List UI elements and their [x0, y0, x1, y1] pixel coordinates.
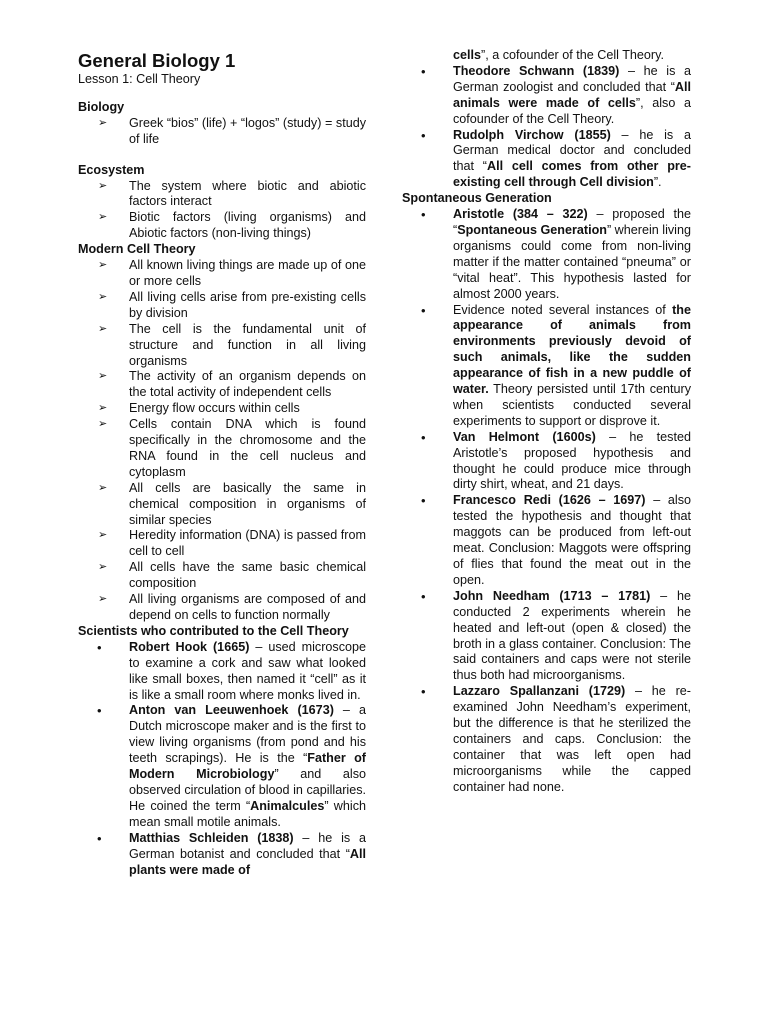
list-item: ➢ The cell is the fundamental unit of structure and function in all living organisms [98, 321, 366, 368]
scientists-list-continued [402, 64, 691, 191]
arrow-bullet-icon: ➢ [98, 402, 108, 415]
modern-cell-theory-list [78, 258, 366, 624]
arrow-bullet-icon: ➢ [98, 370, 108, 383]
lesson-subtitle: Lesson 1: Cell Theory [78, 72, 201, 86]
bullet-icon: • [421, 302, 426, 318]
arrow-bullet-icon: ➢ [98, 211, 108, 224]
list-item: ➢ All living organisms are composed of and depend on cells to function normally [98, 592, 366, 622]
list-item: ➢ All living cells arise from pre-existing cells by division [98, 289, 366, 320]
arrow-bullet-icon: ➢ [98, 481, 108, 494]
bullet-icon: • [97, 830, 102, 846]
bullet-icon: • [421, 207, 426, 223]
list-item: ➢ Cells contain DNA which is found specifically in the chromosome and the RNA found in the cell nucleus and cytoplasm [98, 417, 366, 479]
arrow-bullet-icon: ➢ [98, 290, 108, 303]
doc-title: General Biology 1 [78, 50, 236, 71]
list-item: • Theodore Schwann (1839) – he is a German zoologist and concluded that “All animals were made of cells”, also a cofounder of the Cell Theory. [421, 63, 692, 126]
bullet-icon: • [421, 429, 426, 445]
arrow-bullet-icon: ➢ [98, 259, 108, 272]
list-item: • Aristotle (384 – 322) – proposed the “Spontaneous Generation” wherein living organisms could come from non-living matter if the matter contained “pneuma” or “vital heat”. This hypothesis lasted for almost 2000 years. [421, 207, 691, 301]
arrow-bullet-icon: ➢ [98, 418, 108, 431]
bullet-icon: • [421, 684, 426, 700]
list-item: • Rudolph Virchow (1855) – he is a German medical doctor and concluded that “All cell comes from other pre-existing cell through Cell division”. [421, 127, 692, 190]
biology-list [78, 116, 366, 148]
list-item: • Robert Hook (1665) – used microscope to examine a cork and saw what looked like small boxes, then named it “cell” as it is like a small room where monks lived in. [97, 639, 367, 702]
list-item: • John Needham (1713 – 1781) – he conducted 2 experiments wherein he heated and left-out (open & closed) the broth in a glass container. Conclusion: The said containers and caps were not sterile thus both had microorganisms. [421, 588, 691, 683]
list-item: • Lazzaro Spallanzani (1729) – he re-examined John Needham’s experiment, but the difference is that he sterilized the containers and caps. Conclusion: the container that was left open had microorganisms while the capped container had none. [421, 684, 691, 794]
arrow-bullet-icon: ➢ [98, 561, 108, 574]
list-item: • Matthias Schleiden (1838) – he is a German botanist and concluded that “All plants were made of [97, 830, 366, 877]
ecosystem-list [78, 179, 366, 243]
heading-ecosystem: Ecosystem [78, 162, 145, 177]
list-item: ➢ Energy flow occurs within cells [98, 401, 300, 416]
arrow-bullet-icon: ➢ [98, 529, 108, 542]
list-item: • Evidence noted several instances of the appearance of animals from environments previously devoid of such animals, like the sudden appearance of fish in a new puddle of water. Theory persisted until 17th century when scientists conducted several experiments to support or disprove it. [421, 302, 691, 428]
arrow-bullet-icon: ➢ [98, 593, 108, 606]
heading-spontaneous-generation: Spontaneous Generation [402, 191, 552, 206]
bullet-icon: • [97, 703, 102, 719]
list-item: ➢ All known living things are made up of one or more cells [98, 258, 366, 288]
bullet-icon: • [421, 63, 426, 79]
right-column [402, 48, 691, 796]
bullet-icon: • [421, 588, 426, 604]
schleiden-continuation: cells”, a cofounder of the Cell Theory. [453, 48, 664, 62]
list-item: ➢ The system where biotic and abiotic factors interact [98, 178, 366, 209]
arrow-bullet-icon: ➢ [98, 322, 108, 335]
left-column [78, 50, 366, 878]
list-item: ➢ Greek “bios” (life) + “logos” (study) = study of life [98, 115, 366, 146]
list-item: ➢ All cells have the same basic chemical composition [98, 560, 366, 591]
list-item: • Van Helmont (1600s) – he tested Aristotle’s proposed hypothesis and thought he could produce mice through dirty shirt, wheat, and 21 days. [421, 429, 691, 492]
list-item: ➢ The activity of an organism depends on the total activity of independent cells [98, 369, 366, 400]
bullet-icon: • [421, 127, 426, 143]
list-item: ➢ All cells are basically the same in chemical composition in organisms of similar species [98, 480, 366, 527]
list-item: • Anton van Leeuwenhoek (1673) – a Dutch microscope maker and is the first to view living organisms (from pond and his teeth scrapings). He is the “Father of Modern Microbiology” and also observed circulation of blood in capillaries. He coined the term “Animalcules” which mean small motile animals. [97, 703, 366, 829]
bullet-icon: • [97, 639, 102, 655]
heading-scientists: Scientists who contributed to the Cell Theory [78, 623, 349, 638]
spontaneous-list [402, 207, 691, 796]
heading-modern-cell-theory: Modern Cell Theory [78, 242, 196, 257]
list-item: ➢ Biotic factors (living organisms) and Abiotic factors (non-living things) [98, 210, 366, 241]
arrow-bullet-icon: ➢ [98, 116, 108, 129]
scientists-list [78, 640, 366, 879]
heading-biology: Biology [78, 99, 125, 114]
bullet-icon: • [421, 493, 426, 509]
list-item: • Francesco Redi (1626 – 1697) – also tested the hypothesis and thought that maggots can be produced from left-out meat. Conclusion: Maggots were offspring of flies that found the meat out in the open. [421, 493, 691, 587]
arrow-bullet-icon: ➢ [98, 179, 108, 192]
list-item: ➢ Heredity information (DNA) is passed from cell to cell [98, 528, 366, 559]
